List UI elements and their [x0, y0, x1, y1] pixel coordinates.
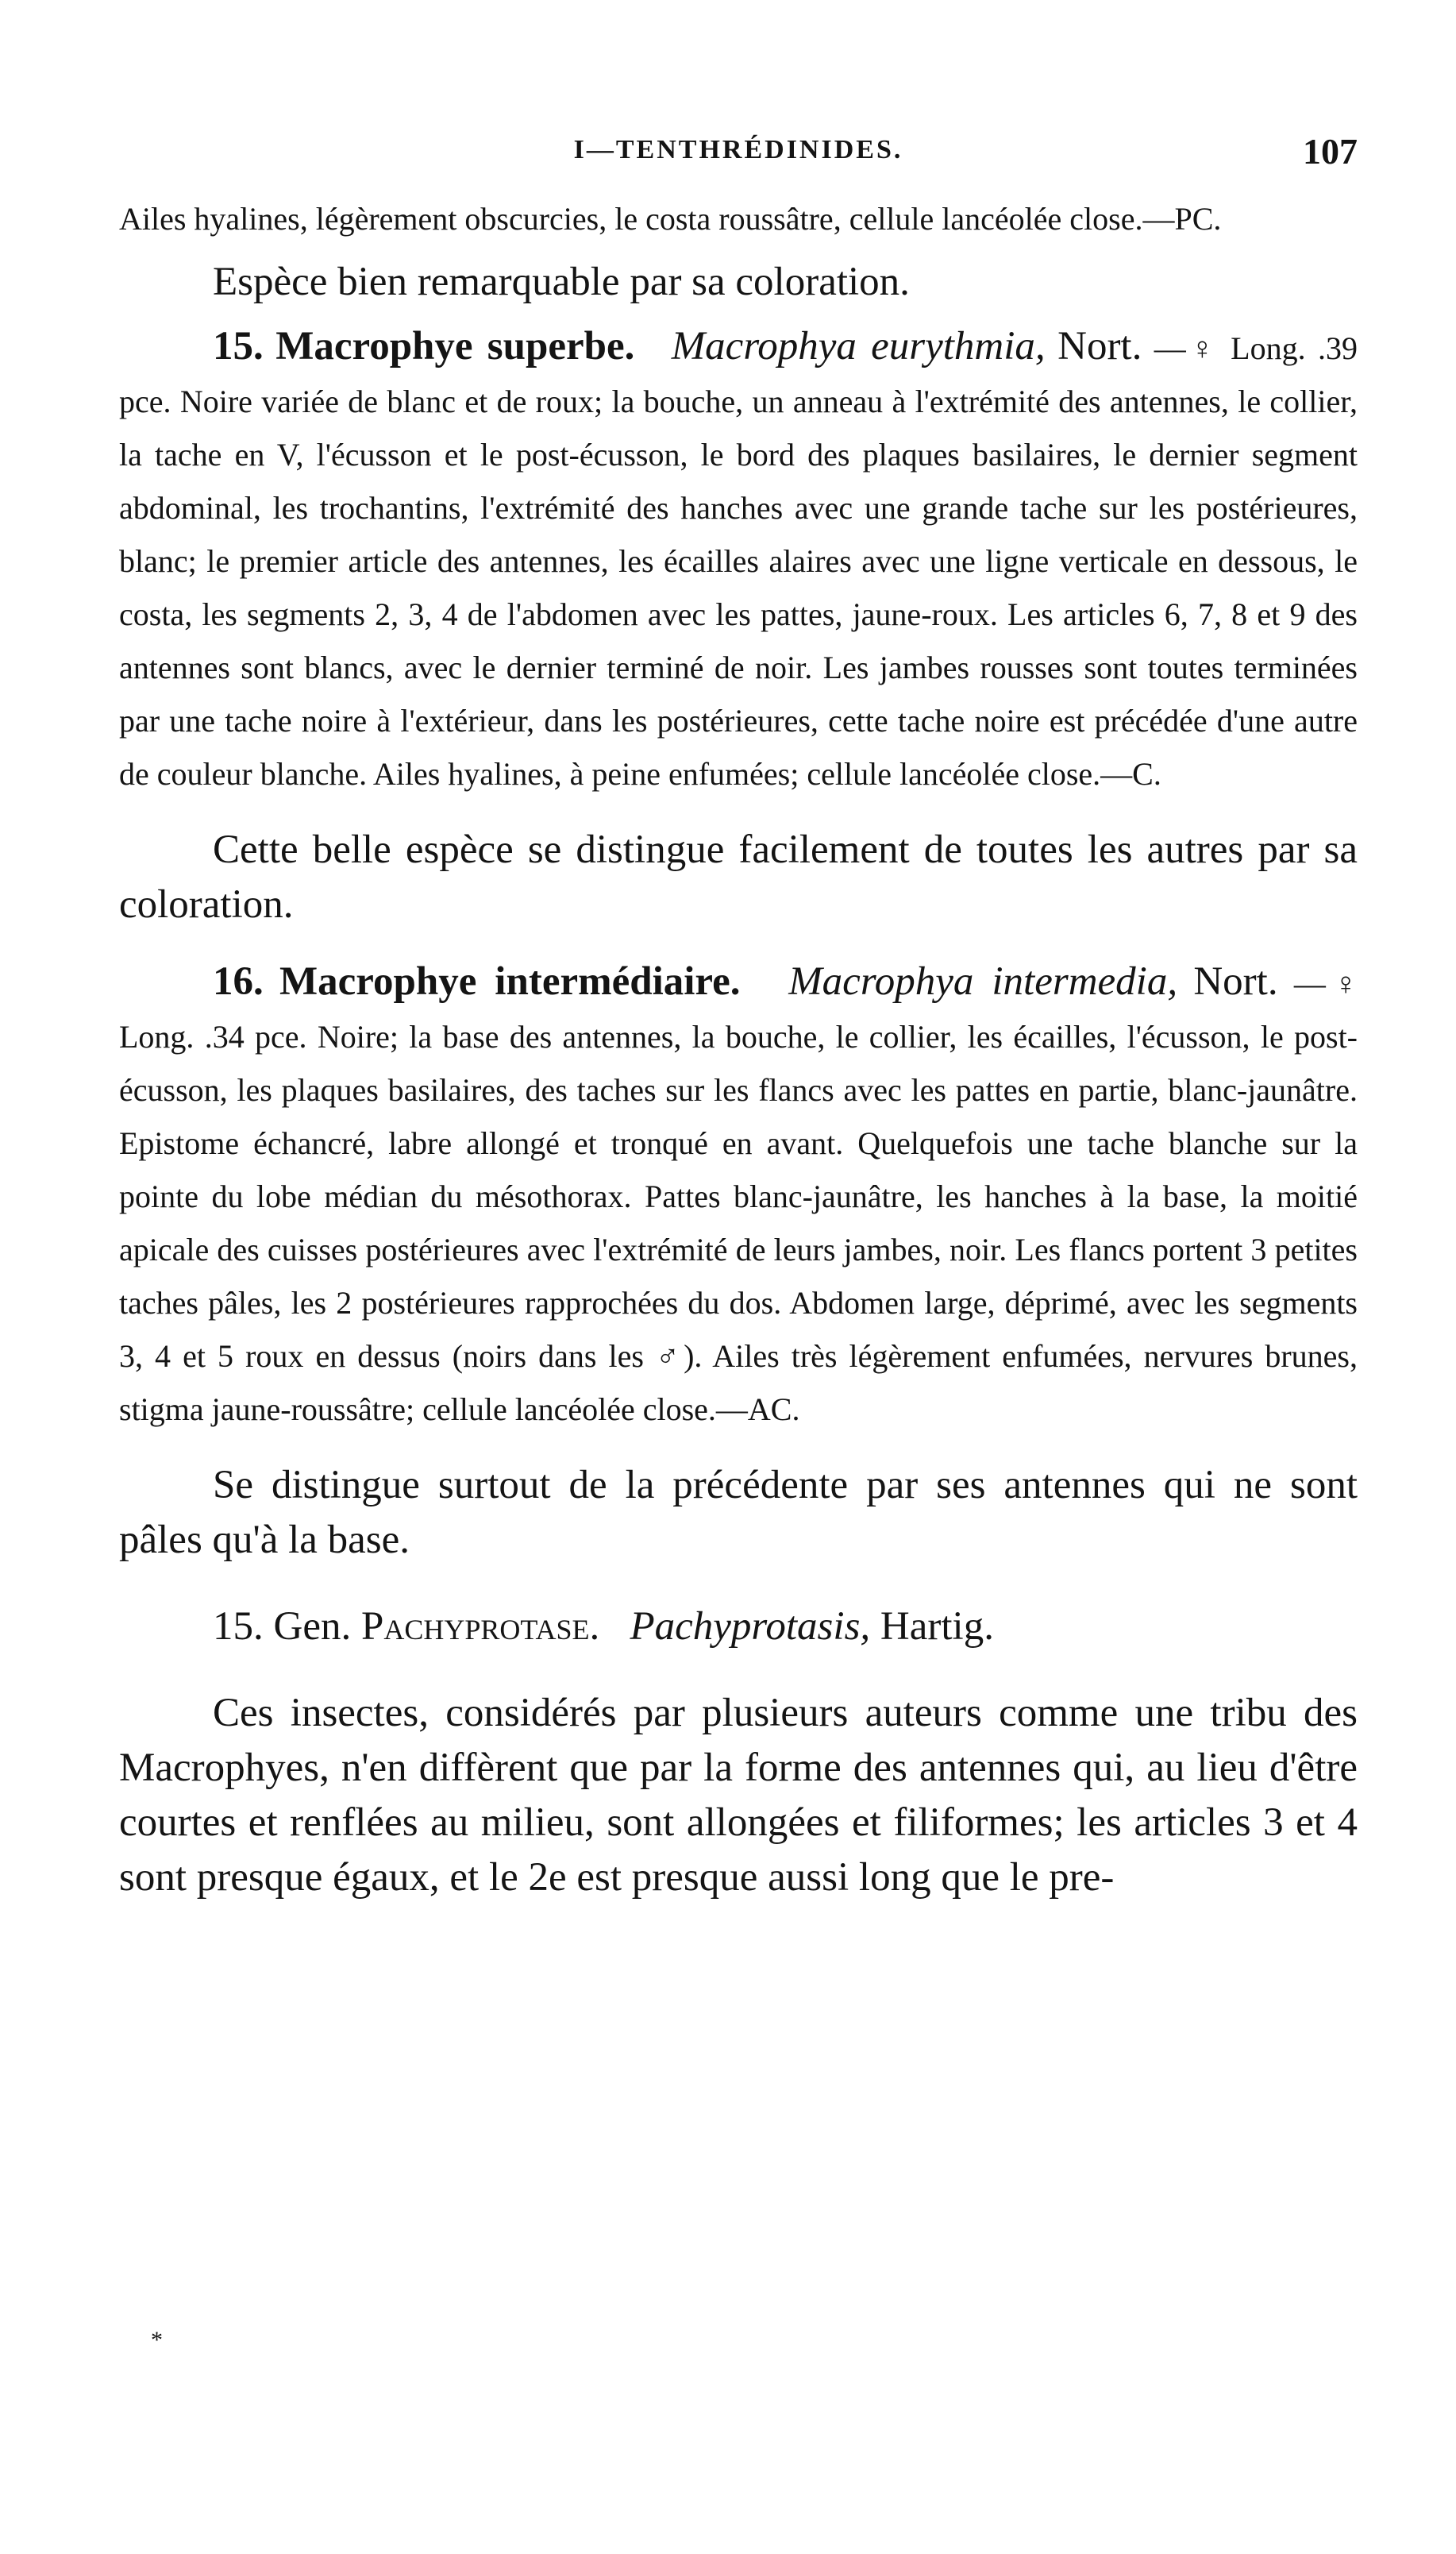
species-entry-16	[119, 955, 1358, 1436]
paragraph-species-remark: Espèce bien remarquable par sa coloration.	[213, 260, 910, 304]
footer-mark: *	[151, 2327, 163, 2353]
book-page	[119, 119, 1358, 2486]
species-description: —♀ Long. .34 pce. Noire; la base des antennes, la bouche, le collier, les écailles, l'écusson, le post-écusson, les plaques basilaires, des taches sur les flancs avec les pattes en partie, blanc-jaunâtre. Epistome échancré, labre allongé et tronqué en avant. Quelquefois une tache blanche sur la pointe du lobe médian du mésothorax. Pattes blanc-jaunâtre, les hanches à la base, la moitié apicale des cuisses postérieures avec l'extrémité de leurs jambes, noir. Les flancs portent 3 petites taches pâles, les 2 postérieures rapprochées du dos. Abdomen large, déprimé, avec les segments 3, 4 et 5 roux en dessus (noirs dans les ♂). Ailes très légèrement enfumées, nervures brunes, stigma jaune-roussâtre; cellule lancéolée close.—AC.	[119, 966, 1358, 1427]
species-author: Nort.	[1057, 324, 1142, 368]
species-description: —♀ Long. .39 pce. Noire variée de blanc et de roux; la bouche, un anneau à l'extrémité des antennes, le collier, la tache en V, l'écusson et le post-écusson, le bord des plaques basilaires, le dernier segment abdominal, les trochantins, l'extrémité des hanches avec une grande tache sur les postérieures, blanc; le premier article des antennes, les écailles alaires avec une ligne verticale en dessous, le costa, les segments 2, 3, 4 de l'abdomen avec les pattes, jaune-roux. Les articles 6, 7, 8 et 9 des antennes sont blancs, avec le dernier terminé de noir. Les jambes rousses sont toutes terminées par une tache noire à l'extérieur, dans les postérieures, cette tache noire est précédée d'une autre de couleur blanche. Ailes hyalines, à peine enfumées; cellule lancéolée close.—C.	[119, 330, 1358, 792]
species-common-name: Macrophye superbe.	[275, 324, 635, 368]
genus-latin-name: Pachyprotasis,	[630, 1604, 871, 1649]
genus-heading	[119, 1599, 1358, 1654]
genus-prefix: 15. Gen.	[213, 1604, 352, 1649]
paragraph-species-remark: Cette belle espèce se distingue facilement de toutes les autres par sa coloration.	[119, 828, 1358, 927]
running-head	[119, 119, 1358, 183]
genus-author: Hartig.	[880, 1604, 994, 1649]
species-number: 15.	[213, 324, 264, 368]
running-head-title: I—TENTHRÉDINIDES.	[573, 135, 903, 164]
species-common-name: Macrophye intermédiaire.	[279, 959, 741, 1004]
species-latin-name: Macrophya intermedia,	[788, 959, 1178, 1004]
genus-name: Pachyprotase.	[360, 1604, 600, 1649]
page-number: 107	[1303, 131, 1358, 172]
paragraph-genus-description: Ces insectes, considérés par plusieurs auteurs comme une tribu des Macrophyes, n'en diffèrent que par la forme des antennes qui, au lieu d'être courtes et renflées au milieu, sont allongées et filiformes; les articles 3 et 4 sont presque égaux, et le 2e est presque aussi long que le pre-	[119, 1691, 1358, 1900]
species-author: Nort.	[1193, 959, 1278, 1004]
paragraph-species-remark: Se distingue surtout de la précédente par ses antennes qui ne sont pâles qu'à la base.	[119, 1463, 1358, 1562]
species-latin-name: Macrophya eurythmia,	[671, 324, 1046, 368]
paragraph-wing-description: Ailes hyalines, légèrement obscurcies, le costa roussâtre, cellule lancéolée close.—PC.	[119, 201, 1222, 237]
species-number: 16.	[213, 959, 264, 1004]
species-entry-15	[119, 319, 1358, 801]
